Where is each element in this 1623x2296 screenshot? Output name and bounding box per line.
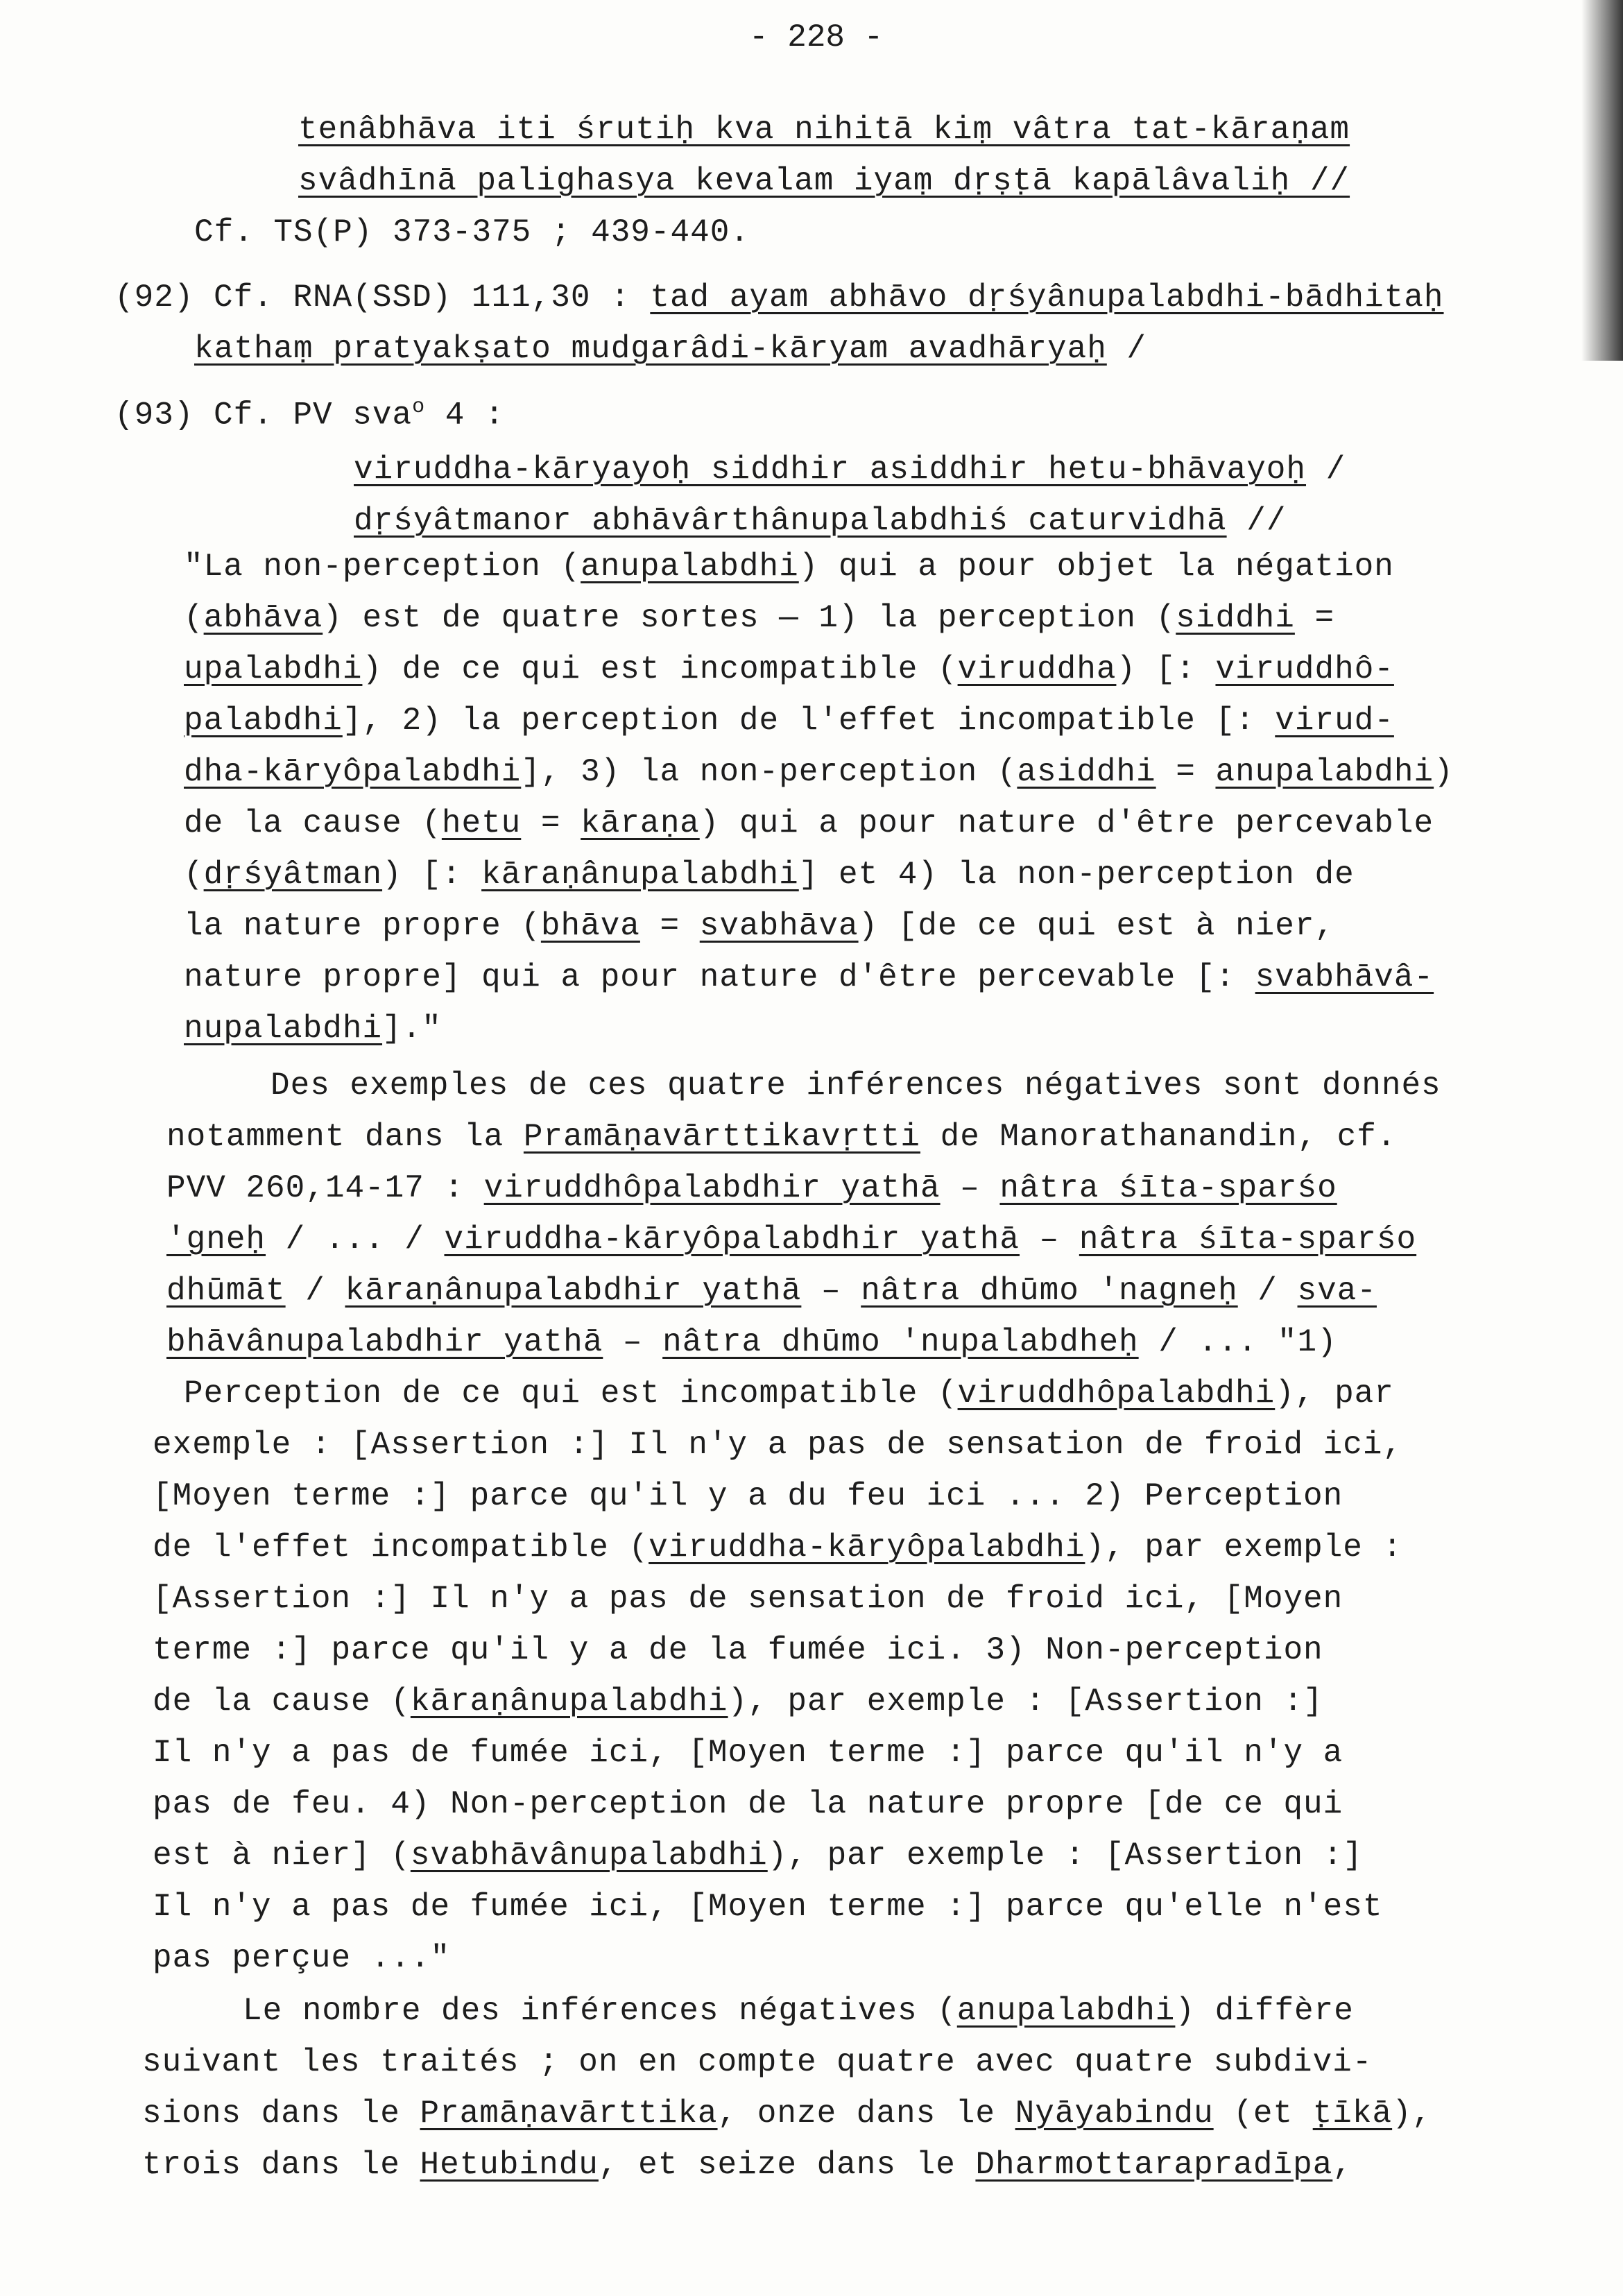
trans-line-3 (184, 644, 1454, 695)
term-karana: kāraṇa (581, 805, 700, 841)
ex-text: de la cause ( (153, 1684, 411, 1720)
term-svabhava: svabhāva (699, 908, 859, 944)
trans-line-9 (184, 952, 1454, 1003)
term-karananupalabdhi: kāraṇânupalabdhi (410, 1684, 728, 1720)
para-text: , (1332, 2147, 1352, 2183)
paragraph-examples (166, 1060, 1441, 1368)
trans-text: de la cause ( (184, 805, 442, 841)
ex-line-1 (153, 1368, 1402, 1419)
trans-text: ) qui a pour objet la négation (798, 549, 1394, 585)
trans-text: ) (1434, 754, 1454, 790)
term-viruddhopalabdhi: viruddhô- (1215, 651, 1394, 687)
para-text: Le nombre des inférences négatives ( (243, 1993, 957, 2029)
term-anupalabdhi: anupalabdhi (956, 1993, 1176, 2029)
ex-line-9: pas de feu. 4) Non-perception de la nature propre [de ce qui (153, 1786, 1343, 1822)
verse-line-2-text: dṛśyâtmanor abhāvârthânupalabdhiś caturvidhā (354, 503, 1227, 539)
quote-line-2: svâdhīnā palighasya kevalam iyaṃ dṛṣṭā kapālâvaliḥ // (298, 163, 1350, 199)
ex-line-11: Il n'y a pas de fumée ici, [Moyen terme :] parce qu'elle n'est (153, 1889, 1383, 1925)
note-92 (114, 272, 1444, 375)
note-92-line-1 (114, 272, 1444, 323)
para2-line-1 (142, 1985, 1432, 2037)
para1-line-4 (166, 1214, 1441, 1265)
quote-block (298, 104, 1350, 207)
verse-line-2-end: // (1226, 503, 1287, 539)
example-karananupalabdhir: kāraṇânupalabdhir yathā (345, 1273, 802, 1309)
verse-line-1-end: / (1306, 452, 1346, 488)
cf-ts-text: Cf. TS(P) 373-375 ; 439-440. (194, 214, 750, 250)
trans-text: ], 2) la perception de l'effet incompatible [: (342, 703, 1276, 739)
term-anupalabdhi: anupalabdhi (1215, 754, 1434, 790)
trans-text: ) [: (1116, 651, 1216, 687)
term-viruddhopalabdhi: viruddhôpalabdhi (957, 1376, 1276, 1412)
title-hetubindu: Hetubindu (420, 2147, 599, 2183)
trans-text: = (521, 805, 581, 841)
trans-text: = (1156, 754, 1216, 790)
para-text: – (603, 1324, 663, 1360)
trans-text: la nature propre ( (184, 908, 541, 944)
title-pramanavarttikavrtti: Pramāṇavārttikavṛtti (523, 1119, 920, 1155)
term-bhava: bhāva (540, 908, 640, 944)
para-text: Des exemples de ces quatre inférences négatives sont donnés (270, 1068, 1441, 1104)
term-abhava: abhāva (203, 600, 323, 636)
para1-line-5 (166, 1265, 1441, 1317)
term-viruddha-karya: virud- (1275, 703, 1394, 739)
note-93-sup: o (412, 395, 426, 419)
term-anupalabdhi: anupalabdhi (581, 549, 799, 585)
note-92-line-2-end: / (1106, 331, 1147, 367)
note-92-number: (92) (114, 280, 194, 316)
title-nyayabindu: Nyāyabindu (1015, 2096, 1214, 2132)
title-dharmottarapradipa: Dharmottarapradīpa (975, 2147, 1333, 2183)
title-tika: ṭīkā (1312, 2096, 1393, 2132)
trans-text: ) [de ce qui est à nier, (858, 908, 1335, 944)
para-text: notamment dans la (166, 1119, 524, 1155)
term-svabhavanupalabdhi: nupalabdhi (184, 1011, 383, 1047)
para-text: – (1020, 1222, 1079, 1258)
term-karananupalabdhi: kāraṇânupalabdhi (481, 857, 799, 893)
example-natra-dhumo-nupalabdheh: nâtra dhūmo 'nupalabdheḥ (662, 1324, 1139, 1360)
trans-line-6 (184, 798, 1454, 849)
note-93-lead: Cf. PV sva (214, 397, 413, 434)
ex-line-7 (153, 1676, 1402, 1727)
trans-text: ) qui a pour nature d'être percevable (699, 805, 1434, 841)
trans-text: ( (184, 857, 204, 893)
paragraph-count (142, 1985, 1432, 2191)
trans-line-4 (184, 695, 1454, 746)
ex-text: Perception de ce qui est incompatible ( (184, 1376, 958, 1412)
scan-edge-shadow (1581, 0, 1623, 361)
para-text: / ... "1) (1138, 1324, 1337, 1360)
quote-line-1: tenâbhāva iti śrutiḥ kva nihitā kiṃ vâtra tat-kāraṇam (298, 112, 1350, 148)
ex-line-12: pas perçue ..." (153, 1940, 451, 1976)
cf-ts-line (194, 207, 750, 258)
para1-line-6 (166, 1317, 1441, 1368)
term-asiddhi: asiddhi (1017, 754, 1156, 790)
verse-line-2 (354, 495, 1346, 547)
note-92-quote-2: kathaṃ pratyakṣato mudgarâdi-kāryam avadhāryaḥ (194, 331, 1107, 367)
verse-line-1 (354, 444, 1346, 495)
trans-text: = (1294, 600, 1335, 636)
page-number: - 228 - (749, 19, 884, 55)
para2-line-4 (142, 2139, 1432, 2191)
example-svabhavanupalabdhir: sva- (1297, 1273, 1377, 1309)
example-natra-dhumo-nagneh: nâtra dhūmo 'nagneḥ (861, 1273, 1238, 1309)
para1-line-1 (166, 1060, 1441, 1111)
trans-text: ]." (382, 1011, 442, 1047)
para2-line-2: suivant les traités ; on en compte quatre avec quatre subdivi- (142, 2044, 1373, 2080)
ex-line-3: [Moyen terme :] parce qu'il y a du feu ici ... 2) Perception (153, 1478, 1343, 1514)
term-drsyatman: dṛśyâtman (203, 857, 383, 893)
para2-line-3 (142, 2088, 1432, 2139)
note-93 (114, 382, 505, 433)
para-text: – (801, 1273, 861, 1309)
trans-line-10 (184, 1003, 1454, 1054)
para-text: / (285, 1273, 345, 1309)
ex-text: ), par (1275, 1376, 1394, 1412)
ex-line-4 (153, 1522, 1402, 1573)
note-92-quote-1: tad ayam abhāvo dṛśyânupalabdhi-bādhitaḥ (650, 280, 1444, 316)
para-text: (et (1213, 2096, 1313, 2132)
note-93-lead-end: 4 : (425, 397, 505, 434)
para1-line-2 (166, 1111, 1441, 1163)
trans-line-8 (184, 900, 1454, 952)
example-natra-sita-2: nâtra śīta-sparśo (1079, 1222, 1417, 1258)
para-text: , onze dans le (717, 2096, 1015, 2132)
translation-block (184, 541, 1454, 1054)
para-text: , et seize dans le (598, 2147, 976, 2183)
para-text: PVV 260,14-17 : (166, 1170, 484, 1206)
ex-text: ), par exemple : [Assertion :] (767, 1837, 1363, 1874)
trans-text: ) est de quatre sortes — 1) la perception ( (323, 600, 1176, 636)
ex-line-10 (153, 1830, 1402, 1881)
trans-text: = (639, 908, 700, 944)
para-text: ), (1392, 2096, 1432, 2132)
trans-line-5 (184, 746, 1454, 798)
trans-text: ] et 4) la non-perception de (798, 857, 1355, 893)
ex-text: ), par exemple : [Assertion :] (728, 1684, 1323, 1720)
para1-line-3 (166, 1163, 1441, 1214)
example-translation (153, 1368, 1402, 1984)
note-93-line (114, 382, 505, 433)
note-92-lead: Cf. RNA(SSD) 111,30 : (214, 280, 630, 316)
note-93-number: (93) (114, 397, 194, 434)
term-upalabdhi: upalabdhi (184, 651, 363, 687)
title-pramanavarttika: Pramāṇavārttika (420, 2096, 718, 2132)
example-natra-sita: nâtra śīta-sparśo (999, 1170, 1337, 1206)
term-siddhi: siddhi (1176, 600, 1295, 636)
ex-line-2: exemple : [Assertion :] Il n'y a pas de sensation de froid ici, (153, 1427, 1403, 1463)
para-text: / (1237, 1273, 1298, 1309)
ex-text: ), par exemple : (1085, 1530, 1403, 1566)
term-viruddha-karya: dha-kāryôpalabdhi (184, 754, 522, 790)
term-hetu: hetu (441, 805, 522, 841)
para-text: ) diffère (1175, 1993, 1354, 2029)
note-92-line-2 (114, 323, 1444, 375)
para-text: / ... / (266, 1222, 445, 1258)
verse-line-1-text: viruddha-kāryayoḥ siddhir asiddhir hetu-bhāvayoḥ (354, 452, 1307, 488)
term-svabhavanupalabdhi: svabhāvânupalabdhi (410, 1837, 768, 1874)
para-text: de Manorathanandin, cf. (920, 1119, 1397, 1155)
term-viruddhopalabdhi: palabdhi (184, 703, 343, 739)
ex-text: est à nier] ( (153, 1837, 411, 1874)
example-viruddhopalabdhir: viruddhôpalabdhir yathā (483, 1170, 941, 1206)
ex-line-6: terme :] parce qu'il y a de la fumée ici. 3) Non-perception (153, 1632, 1323, 1668)
trans-text: nature propre] qui a pour nature d'être percevable [: (184, 959, 1255, 995)
trans-text: ( (184, 600, 204, 636)
trans-text: ], 3) la non-perception ( (521, 754, 1017, 790)
trans-text: ) [: (382, 857, 482, 893)
example-svabhavanupalabdhir: bhāvânupalabdhir yathā (166, 1324, 603, 1360)
example-viruddha-karyopalabdhir: viruddha-kāryôpalabdhir yathā (444, 1222, 1020, 1258)
example-dhumat: dhūmāt (166, 1273, 286, 1309)
ex-line-8: Il n'y a pas de fumée ici, [Moyen terme :] parce qu'il n'y a (153, 1735, 1343, 1771)
trans-text: "La non-perception ( (184, 549, 581, 585)
verse-block (354, 444, 1346, 547)
trans-line-2 (184, 592, 1454, 644)
term-viruddha: viruddha (957, 651, 1117, 687)
trans-text: ) de ce qui est incompatible ( (362, 651, 958, 687)
trans-line-7 (184, 849, 1454, 900)
example-gneh: 'gneḥ (166, 1222, 266, 1258)
para-text: – (940, 1170, 1000, 1206)
ex-text: de l'effet incompatible ( (153, 1530, 649, 1566)
para-text: sions dans le (142, 2096, 420, 2132)
term-svabhavanupalabdhi: svabhāvâ- (1255, 959, 1434, 995)
trans-line-1 (184, 541, 1454, 592)
term-viruddha-karyopalabdhi: viruddha-kāryôpalabdhi (649, 1530, 1085, 1566)
ex-line-5: [Assertion :] Il n'y a pas de sensation de froid ici, [Moyen (153, 1581, 1343, 1617)
para-text: trois dans le (142, 2147, 420, 2183)
